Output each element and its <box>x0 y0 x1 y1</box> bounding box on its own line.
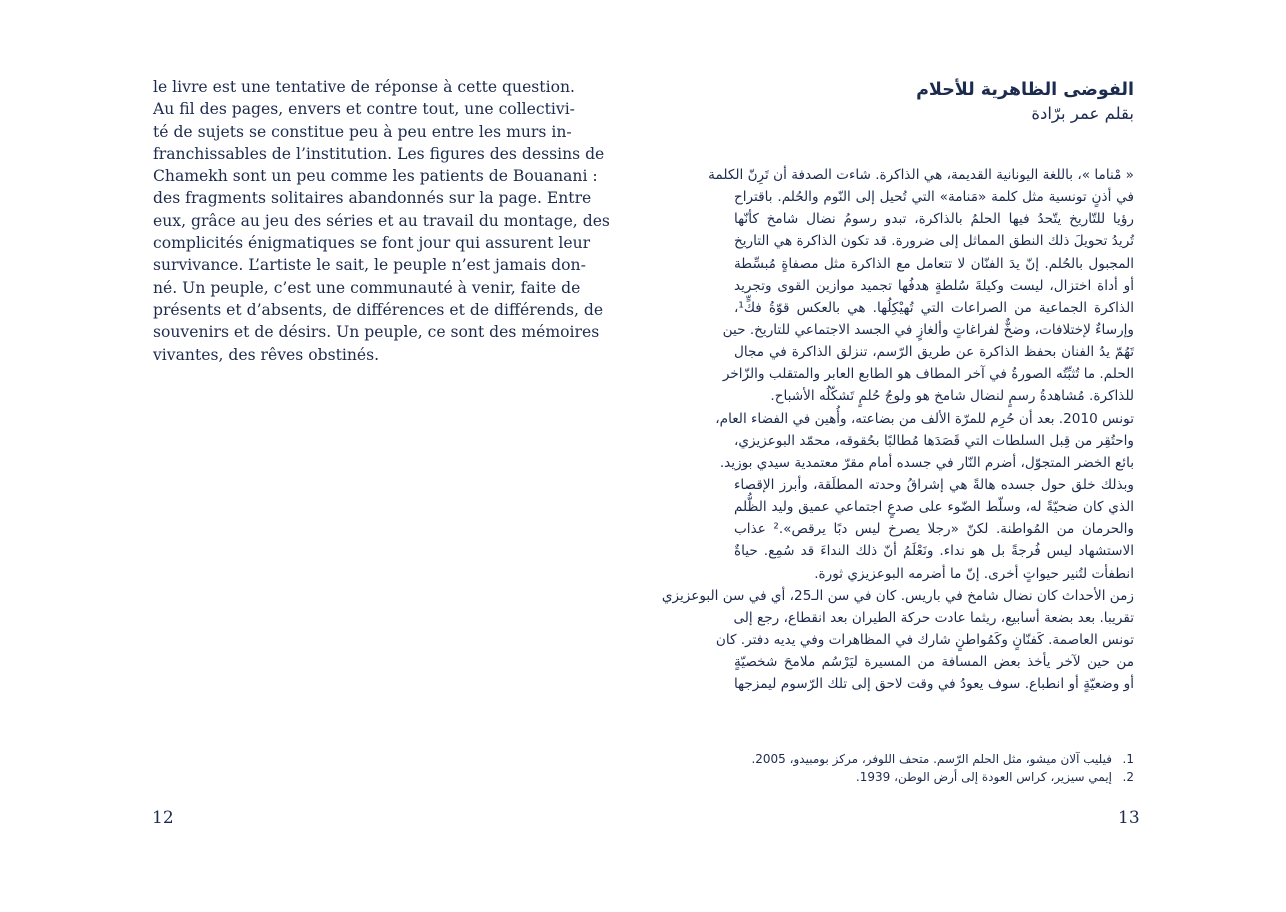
text-line: né. Un peuple, c’est une communauté à venir, faite de <box>153 278 581 297</box>
text-line: survivance. L’artiste le sait, le peuple n’est jamais don- <box>153 256 586 275</box>
text-line: تونس العاصمة. كَفنّانٍ وكَمُواطنٍ شارك في المظاهرات وفي يديه دفتر. كان <box>715 631 1134 648</box>
page-number-left: 12 <box>152 808 174 828</box>
right-page <box>643 0 1286 912</box>
text-line: أو وضعيّةٍ أو انطباع. سوف يعودُ في وقت لاحق إلى تلك الرّسوم ليمزجها <box>734 676 1134 693</box>
article-byline: بقلم عمر برّادة <box>1031 104 1134 123</box>
text-line: والحرمان من المُواطنة. لكنّ «رجلا يصرخ ليس دبًا يرقص».² عذاب <box>734 521 1134 538</box>
footnote-text: فيليب آلان ميشو، مثل الحلم الرّسم. متحف اللوفر، مركز بومبيدو، 2005. <box>751 752 1112 766</box>
text-line: المجبول بالحُلم. إنّ يدَ الفنّان لا تتعامل مع الذاكرة مثل مصفاةٍ مُبسِّطة <box>734 255 1134 272</box>
text-line: انطفأت لتُنير حيواتٍ أخرى. إنّ ما أضرمه البوعزيزي ثورة. <box>814 565 1134 582</box>
article-title: الفوضى الظاهرية للأحلام <box>916 80 1134 100</box>
text-line: franchissables de l’institution. Les figures des dessins de <box>153 144 605 163</box>
text-line: présents et d’absents, de différences et de différends, de <box>153 300 604 319</box>
text-line: وإرساءٌ لإختلافات، وضخٌّ لفراغاتٍ وألغازٍ في الجسد الاجتماعي للتاريخ. حين <box>722 321 1134 338</box>
text-line: بائع الخضر المتجوّل، أضرم النّار في جسده أمام مقرّ معتمدية سيدي بوزيد. <box>719 454 1134 471</box>
text-line: le livre est une tentative de réponse à cette question. <box>153 78 575 96</box>
text-line: تقريبا. بعد بضعة أسابيع، ريثما عادت حركة الطيران بعد انقطاع، رجع إلى <box>733 609 1134 626</box>
text-line: des fragments solitaires abandonnés sur la page. Entre <box>153 189 592 208</box>
text-line: té de sujets se constitue peu à peu entre les murs in- <box>153 122 572 141</box>
text-line: واحتُقِر من قِبل السلطات التي قَصَدَها مُطالبًا بحُقوقه، محمّد البوعزيزي، <box>734 432 1134 449</box>
footnotes <box>734 750 1134 786</box>
footnote-number: 1. <box>1122 752 1134 766</box>
text-line: الذاكرة الجماعية من الصراعات التي تُهيْكِلُها. هي بالعكس قوّةُ فكٍّ¹، <box>734 299 1134 316</box>
text-line: Chamekh sont un peu comme les patients de Bouanani : <box>153 167 598 186</box>
text-line: complicités énigmatiques se font jour qui assurent leur <box>153 234 591 253</box>
footnote <box>734 768 1134 786</box>
text-line: الاستشهاد ليس فُرجةً بل هو نداء. ونَعْلَمُ أنّ ذلك النداءَ قد سُمِع. حياةٌ <box>734 543 1134 560</box>
page-number-right: 13 <box>1118 808 1140 828</box>
text-line: « مْناما »، باللغة اليونانية القديمة، هي الذاكرة. شاءت الصدفة أن تَرِنّ الكلمة <box>708 167 1134 183</box>
text-line: الذي كان ضحيّةً له، وسلّط الضّوء على صدعٍ اجتماعي عميق وليد الظُّلم <box>734 499 1134 516</box>
arabic-text-column <box>661 164 1134 695</box>
footnote-number: 2. <box>1122 770 1134 784</box>
text-line: vivantes, des rêves obstinés. <box>153 345 380 364</box>
text-line: Au fil des pages, envers et contre tout, une collectivi- <box>153 100 575 119</box>
text-line: وبذلك خلق حول جسده هالةً هي إشراقُ وحدته المطلَقة، وأبرز الإقصاء <box>734 476 1134 493</box>
text-line: eux, grâce au jeu des séries et au travail du montage, des <box>153 211 610 230</box>
text-line: تونس 2010. بعد أن حُرِم للمرّة الألف من بضاعته، وأُهين في الفضاء العام، <box>715 410 1134 427</box>
text-line: تُريدُ تحويلَ ذلك النطق المماثل إلى ضرورة. قد تكون الذاكرة هي التاريخ <box>734 233 1134 250</box>
french-text-column <box>153 76 610 366</box>
footnote <box>734 750 1134 768</box>
text-line: للذاكرة. مُشاهدةُ رسمٍ لنضال شامخ هو ولوجُ حُلمٍ تَشكّلُه الأشباح. <box>770 388 1134 405</box>
text-line: في أذنٍ تونسية مثل كلمة «مَنامة» التي تُحيل إلى النّوم والحُلم. باقتراح <box>734 189 1134 206</box>
text-line: أو أداة اختزال، ليست وكيلةَ سُلطةٍ هدفُها تجميد موازين القوى وتجريد <box>734 277 1134 294</box>
text-line: زمن الأحداث كان نضال شامخ في باريس. كان في سن الـ25، أي في سن البوعزيزي <box>661 587 1134 604</box>
text-line: الحلم. ما تُثبِّتُه الصورةُ في آخر المطاف هو الطابع العابر والمتقلب والزّاخر <box>722 366 1134 383</box>
text-line: رؤيا للتّاريخ يتّحدُ فيها الحلمُ بالذاكرة، تبدو رسومُ نضال شامخ كأنّها <box>734 211 1134 228</box>
text-line: souvenirs et de désirs. Un peuple, ce sont des mémoires <box>153 323 600 342</box>
article-header <box>774 78 1134 126</box>
text-line: من حين لآخر يأخذ بعض المسافة من المسيرة ليَرْسُم ملامحَ شخصيّةٍ <box>734 654 1134 671</box>
footnote-text: إيمي سيزير، كراس العودة إلى أرض الوطن، 1939. <box>855 770 1112 784</box>
text-line: تَهُمّ يدُ الفنان بحفظ الذاكرة عن طريق الرّسم، تنزلق الذاكرة في مجال <box>734 344 1134 361</box>
